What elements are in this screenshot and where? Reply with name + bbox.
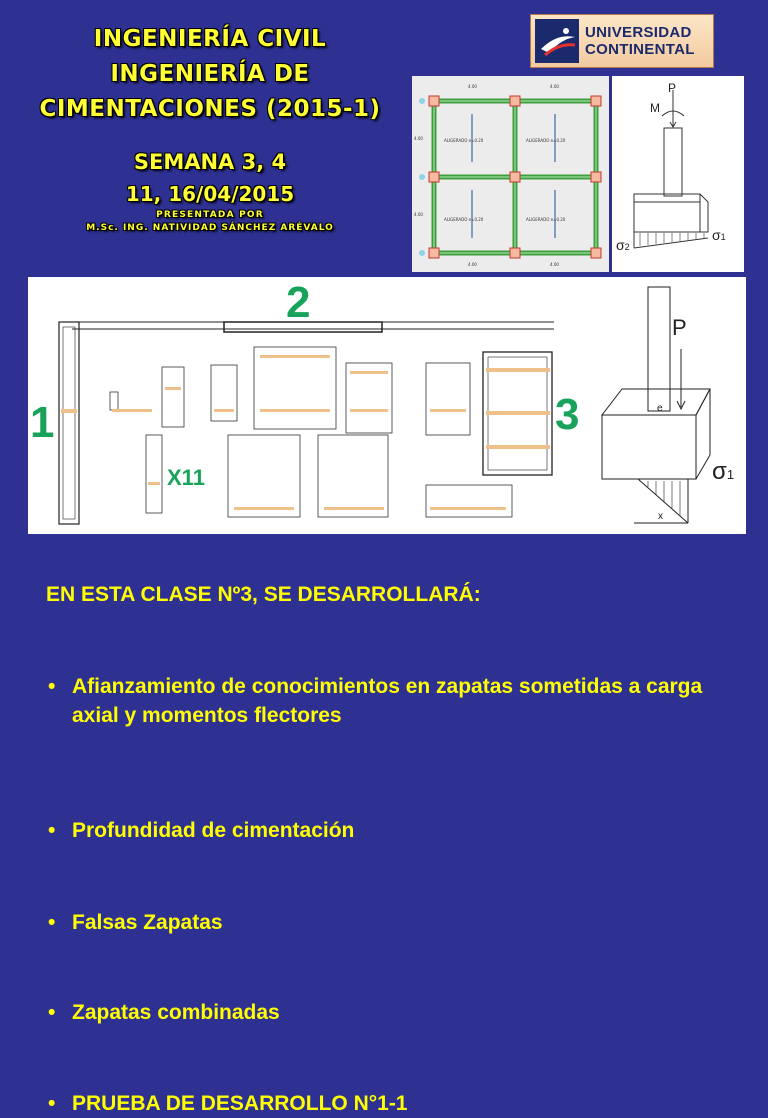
floor-plan-diagram [412,76,609,272]
footing-large-e-label: e [657,403,663,414]
list-item: • Falsas Zapatas [46,908,746,937]
footing-label-2: 2 [286,278,311,327]
plan-panel-label-4: ALIGERADO e=0.20 [526,217,566,222]
plan-panel-label-2: ALIGERADO e=0.20 [526,138,566,143]
footing-moment-diagram [612,76,744,272]
list-item: • PRUEBA DE DESARROLLO N°1-1 [46,1089,746,1118]
title-block [20,22,400,235]
footing-label-1: 1 [30,398,55,447]
plan-panel-label-3: ALIGERADO e=0.20 [444,217,484,222]
footing-label-3: 3 [555,390,580,439]
university-logo-icon [535,19,579,63]
footing-large-x-label: x [658,511,663,522]
plan-dim-bottom-2: 4.00 [550,262,559,267]
footing-small-p-label: P [668,81,677,95]
author-label: M.Sc. ING. NATIVIDAD SÁNCHEZ ARÉVALO [86,223,334,233]
list-item: • Zapatas combinadas [46,998,746,1027]
foundation-plan-panel [28,277,746,534]
footing-large-sigma: σ1 [712,458,735,485]
lesson-content [46,580,746,1115]
footing-large-p-label: P [672,315,687,340]
plan-dim-top-1: 4.00 [468,84,477,89]
subject-title-1: INGENIERÍA DE [110,61,310,87]
university-logo [530,14,714,68]
logo-line-1: UNIVERSIDAD [585,24,692,41]
course-title: INGENIERÍA CIVIL [93,26,327,52]
subject-title-2: CIMENTACIONES (2015-1) [39,96,381,122]
logo-line-2: CONTINENTAL [585,41,695,58]
plan-dim-top-2: 4.00 [550,84,559,89]
week-label: SEMANA 3, 4 [133,150,287,174]
footing-small-sigma1: σ1 [712,227,726,243]
footing-multiplier-label: X11 [167,465,205,490]
list-item: • Profundidad de cimentación [46,816,746,845]
date-label: 11, 16/04/2015 [125,182,295,206]
presented-label: PRESENTADA POR [156,210,264,220]
plan-panel-label-1: ALIGERADO e=0.20 [444,138,484,143]
lesson-topics-list [46,672,746,1115]
plan-dim-side-2: 4.00 [414,212,423,217]
plan-dim-side-1: 4.00 [414,136,423,141]
footing-small-m-label: M [650,101,660,115]
footing-small-sigma2: σ2 [616,237,630,253]
lesson-heading: EN ESTA CLASE Nº3, SE DESARROLLARÁ: [46,583,481,606]
list-item: • Afianzamiento de conocimientos en zapatas sometidas a carga axial y momentos flectores [46,672,746,730]
plan-dim-bottom-1: 4.00 [468,262,477,267]
